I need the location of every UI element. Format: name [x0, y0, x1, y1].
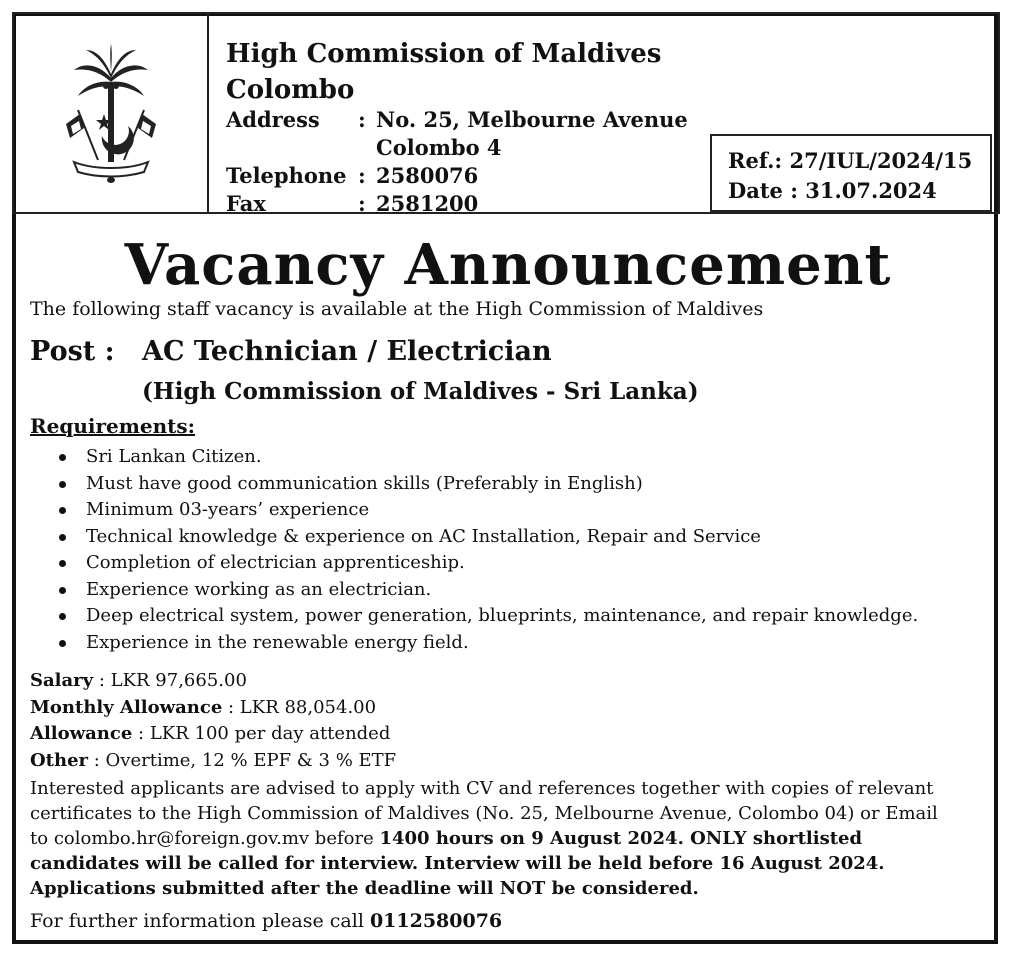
application-line: candidates will be called for interview. Interview will be held before 16 August 2024.	[30, 853, 885, 874]
emblem-panel	[14, 14, 209, 212]
fax-value: 2581200	[376, 191, 479, 216]
reference-box	[710, 134, 992, 212]
list-item: Experience working as an electrician.	[56, 577, 918, 604]
allowance-value: : LKR 100 per day attended	[132, 723, 391, 744]
letterhead	[12, 12, 1000, 214]
intro-text: The following staff vacancy is available at the High Commission of Maldives	[30, 298, 764, 320]
contact-block	[226, 106, 688, 218]
org-name: High Commission of Maldives	[226, 39, 662, 69]
address-separator: :	[358, 107, 366, 132]
telephone-row	[226, 162, 688, 190]
post-label: Post :	[30, 336, 115, 367]
telephone-value: 2580076	[376, 163, 479, 188]
address-line1: No. 25, Melbourne Avenue	[376, 107, 688, 132]
salary-row	[30, 668, 396, 695]
post-title: AC Technician / Electrician	[142, 336, 552, 367]
list-item: Must have good communication skills (Preferably in English)	[56, 471, 918, 498]
footer-contact	[30, 910, 502, 932]
maldives-emblem-icon	[44, 44, 178, 184]
address-row	[226, 106, 688, 134]
fax-label: Fax	[226, 191, 266, 216]
deadline-text: 1400 hours on 9 August 2024. ONLY shortlisted	[379, 828, 863, 849]
requirements-list	[56, 444, 918, 656]
fax-separator: :	[358, 191, 366, 216]
other-value: : Overtime, 12 % EPF & 3 % ETF	[88, 749, 397, 771]
address-row-2	[226, 134, 688, 162]
list-item: Experience in the renewable energy field.	[56, 630, 918, 657]
post-heading	[30, 336, 552, 367]
requirements-heading: Requirements:	[30, 414, 196, 438]
reference-number: Ref.: 27/IUL/2024/15	[728, 148, 973, 173]
application-instructions	[30, 776, 986, 901]
list-item: Minimum 03-years’ experience	[56, 497, 918, 524]
allowance-label: Allowance	[30, 723, 133, 744]
monthly-allowance-label: Monthly Allowance	[30, 696, 223, 718]
application-line: Interested applicants are advised to apply with CV and references together with copies of relevant	[30, 778, 934, 799]
monthly-allowance-value: : LKR 88,054.00	[222, 696, 377, 718]
reference-date: Date : 31.07.2024	[728, 178, 937, 203]
footer-text: For further information please call	[30, 910, 364, 932]
other-label: Other	[30, 749, 89, 771]
address-line2: Colombo 4	[376, 135, 502, 160]
org-city: Colombo	[226, 75, 355, 105]
footer-phone: 0112580076	[369, 910, 503, 932]
telephone-label: Telephone	[226, 163, 347, 188]
fax-row	[226, 190, 688, 218]
telephone-separator: :	[358, 163, 366, 188]
letterhead-title	[226, 36, 661, 108]
email-link[interactable]: colombo.hr@foreign.gov.mv	[53, 828, 310, 849]
address-label: Address	[226, 107, 320, 132]
allowance-row	[30, 721, 396, 748]
salary-value: : LKR 97,665.00	[93, 670, 247, 691]
salary-label: Salary	[30, 670, 94, 691]
page-title: Vacancy Announcement	[124, 232, 892, 298]
application-line: to colombo.hr@foreign.gov.mv before 1400 hours on 9 August 2024. ONLY shortlisted	[30, 828, 863, 849]
list-item: Completion of electrician apprenticeship.	[56, 550, 918, 577]
application-line: Applications submitted after the deadline will NOT be considered.	[30, 878, 699, 899]
application-line: certificates to the High Commission of Maldives (No. 25, Melbourne Avenue, Colombo 04) or Email	[30, 803, 938, 824]
list-item: Technical knowledge & experience on AC Installation, Repair and Service	[56, 524, 918, 551]
compensation-block	[30, 668, 396, 774]
list-item: Sri Lankan Citizen.	[56, 444, 918, 471]
list-item: Deep electrical system, power generation, blueprints, maintenance, and repair knowledge.	[56, 603, 918, 630]
post-subtitle: (High Commission of Maldives - Sri Lanka)	[142, 378, 699, 405]
other-row	[30, 748, 396, 775]
monthly-allowance-row	[30, 695, 396, 722]
